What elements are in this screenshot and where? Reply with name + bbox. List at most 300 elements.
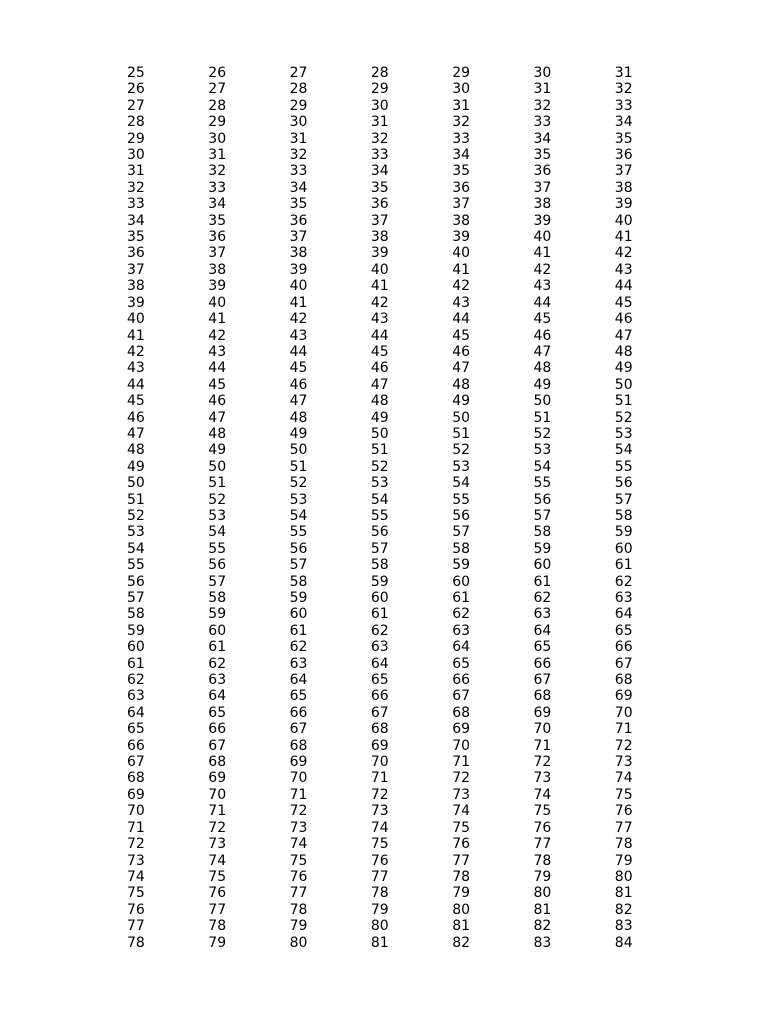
table-cell: 50	[127, 475, 145, 492]
table-cell: 29	[370, 81, 389, 98]
table-cell: 50	[289, 442, 308, 459]
table-row	[127, 754, 696, 770]
table-cell: 59	[370, 573, 389, 590]
table-cell: 28	[127, 114, 145, 131]
table-row	[127, 869, 696, 885]
table-cell: 67	[127, 754, 145, 771]
table-cell: 47	[533, 343, 552, 360]
table-cell: 53	[370, 475, 389, 492]
table-cell: 45	[289, 360, 308, 377]
table-cell: 54	[614, 442, 633, 459]
table-cell: 33	[127, 196, 145, 213]
table-cell: 64	[533, 622, 552, 639]
table-cell: 57	[452, 524, 471, 541]
table-cell: 29	[208, 114, 227, 131]
table-cell: 30	[452, 81, 471, 98]
table-cell: 40	[289, 278, 308, 295]
table-cell: 32	[289, 147, 308, 164]
table-cell: 39	[533, 212, 552, 229]
table-row	[127, 836, 696, 852]
table-cell: 60	[289, 606, 308, 623]
table-cell: 66	[289, 704, 308, 721]
table-cell: 75	[127, 885, 145, 902]
table-cell: 33	[533, 114, 552, 131]
table-cell: 31	[533, 81, 552, 98]
table-cell: 77	[289, 885, 308, 902]
table-cell: 42	[533, 261, 552, 278]
table-cell: 44	[289, 343, 308, 360]
table-cell: 44	[370, 327, 389, 344]
table-row	[127, 672, 696, 688]
table-cell: 67	[370, 704, 389, 721]
table-cell: 78	[452, 868, 471, 885]
table-cell: 77	[614, 819, 633, 836]
table-row	[127, 147, 696, 163]
table-cell: 71	[452, 754, 471, 771]
table-cell: 56	[370, 524, 389, 541]
table-row	[127, 475, 696, 491]
table-cell: 80	[533, 885, 552, 902]
table-cell: 61	[289, 622, 308, 639]
table-cell: 81	[614, 885, 633, 902]
table-cell: 73	[614, 754, 633, 771]
table-cell: 54	[208, 524, 227, 541]
table-row	[127, 820, 696, 836]
table-cell: 47	[289, 393, 308, 410]
table-cell: 71	[208, 803, 227, 820]
table-cell: 62	[370, 622, 389, 639]
table-cell: 41	[127, 327, 145, 344]
table-cell: 46	[370, 360, 389, 377]
table-cell: 70	[370, 754, 389, 771]
table-cell: 68	[533, 688, 552, 705]
table-row	[127, 853, 696, 869]
table-cell: 51	[127, 491, 145, 508]
table-cell: 58	[289, 573, 308, 590]
table-cell: 58	[370, 557, 389, 574]
table-cell: 39	[614, 196, 633, 213]
table-row	[127, 262, 696, 278]
table-cell: 55	[289, 524, 308, 541]
table-cell: 42	[614, 245, 633, 262]
table-cell: 49	[452, 393, 471, 410]
table-cell: 46	[614, 311, 633, 328]
table-cell: 80	[289, 934, 308, 951]
table-cell: 78	[614, 836, 633, 853]
table-cell: 45	[370, 343, 389, 360]
table-cell: 36	[533, 163, 552, 180]
table-cell: 61	[208, 639, 227, 656]
table-cell: 60	[370, 590, 389, 606]
table-cell: 26	[208, 65, 227, 81]
table-cell: 69	[289, 754, 308, 771]
table-cell: 67	[289, 721, 308, 738]
table-cell: 31	[452, 97, 471, 114]
table-cell: 34	[452, 147, 471, 164]
table-cell: 75	[452, 819, 471, 836]
table-cell: 81	[533, 901, 552, 918]
table-cell: 53	[533, 442, 552, 459]
table-cell: 71	[614, 721, 633, 738]
table-cell: 38	[127, 278, 145, 295]
table-cell: 72	[370, 786, 389, 803]
table-cell: 72	[208, 819, 227, 836]
table-cell: 74	[370, 819, 389, 836]
table-cell: 42	[208, 327, 227, 344]
table-cell: 33	[208, 179, 227, 196]
table-cell: 34	[533, 130, 552, 147]
table-cell: 65	[614, 622, 633, 639]
table-cell: 67	[614, 655, 633, 672]
table-cell: 79	[208, 934, 227, 951]
table-cell: 58	[127, 606, 145, 623]
table-cell: 37	[614, 163, 633, 180]
table-cell: 82	[533, 918, 552, 935]
table-cell: 28	[208, 97, 227, 114]
table-cell: 42	[452, 278, 471, 295]
table-cell: 72	[452, 770, 471, 787]
table-cell: 45	[614, 294, 633, 311]
table-cell: 57	[533, 507, 552, 524]
table-cell: 44	[127, 376, 145, 393]
table-cell: 67	[208, 737, 227, 754]
table-cell: 39	[370, 245, 389, 262]
table-cell: 47	[452, 360, 471, 377]
table-cell: 67	[533, 672, 552, 689]
table-cell: 55	[208, 540, 227, 557]
table-cell: 65	[289, 688, 308, 705]
table-cell: 83	[533, 934, 552, 951]
table-cell: 53	[127, 524, 145, 541]
table-cell: 35	[614, 130, 633, 147]
table-cell: 52	[533, 425, 552, 442]
table-cell: 34	[289, 179, 308, 196]
table-cell: 56	[208, 557, 227, 574]
table-cell: 66	[208, 721, 227, 738]
table-cell: 73	[289, 819, 308, 836]
table-row	[127, 295, 696, 311]
table-cell: 66	[370, 688, 389, 705]
table-cell: 41	[452, 261, 471, 278]
table-cell: 70	[614, 704, 633, 721]
table-row	[127, 590, 696, 606]
table-cell: 62	[208, 655, 227, 672]
table-cell: 52	[208, 491, 227, 508]
table-cell: 33	[614, 97, 633, 114]
table-cell: 57	[370, 540, 389, 557]
table-cell: 44	[533, 294, 552, 311]
table-cell: 69	[127, 786, 145, 803]
table-cell: 54	[127, 540, 145, 557]
table-cell: 38	[452, 212, 471, 229]
table-cell: 49	[289, 425, 308, 442]
table-cell: 63	[208, 672, 227, 689]
table-cell: 50	[614, 376, 633, 393]
table-cell: 71	[127, 819, 145, 836]
table-cell: 72	[289, 803, 308, 820]
table-cell: 55	[533, 475, 552, 492]
number-sheet	[127, 65, 696, 951]
table-cell: 43	[614, 261, 633, 278]
table-cell: 48	[289, 409, 308, 426]
table-cell: 52	[614, 409, 633, 426]
table-cell: 54	[370, 491, 389, 508]
table-cell: 42	[289, 311, 308, 328]
table-row	[127, 885, 696, 901]
table-cell: 71	[533, 737, 552, 754]
table-cell: 74	[452, 803, 471, 820]
table-cell: 44	[614, 278, 633, 295]
table-cell: 50	[370, 425, 389, 442]
table-row	[127, 278, 696, 294]
table-cell: 71	[289, 786, 308, 803]
number-table	[127, 65, 696, 951]
table-cell: 50	[208, 458, 227, 475]
table-row	[127, 492, 696, 508]
table-cell: 79	[533, 868, 552, 885]
table-cell: 35	[452, 163, 471, 180]
table-row	[127, 344, 696, 360]
table-cell: 35	[370, 179, 389, 196]
table-cell: 63	[533, 606, 552, 623]
table-cell: 76	[289, 868, 308, 885]
table-row	[127, 606, 696, 622]
table-cell: 63	[452, 622, 471, 639]
table-cell: 63	[127, 688, 145, 705]
table-cell: 68	[452, 704, 471, 721]
table-row	[127, 803, 696, 819]
table-cell: 69	[452, 721, 471, 738]
table-cell: 29	[452, 65, 471, 81]
table-row	[127, 114, 696, 130]
table-cell: 37	[208, 245, 227, 262]
table-cell: 66	[614, 639, 633, 656]
table-cell: 57	[289, 557, 308, 574]
table-cell: 66	[533, 655, 552, 672]
table-cell: 68	[614, 672, 633, 689]
table-cell: 83	[614, 918, 633, 935]
table-cell: 63	[289, 655, 308, 672]
table-cell: 56	[127, 573, 145, 590]
table-cell: 46	[208, 393, 227, 410]
table-cell: 55	[452, 491, 471, 508]
table-cell: 31	[208, 147, 227, 164]
table-row	[127, 410, 696, 426]
table-cell: 70	[533, 721, 552, 738]
table-cell: 34	[614, 114, 633, 131]
table-cell: 54	[289, 507, 308, 524]
table-cell: 50	[533, 393, 552, 410]
table-cell: 79	[452, 885, 471, 902]
table-cell: 54	[533, 458, 552, 475]
table-cell: 53	[289, 491, 308, 508]
table-cell: 64	[614, 606, 633, 623]
table-cell: 63	[370, 639, 389, 656]
table-cell: 79	[289, 918, 308, 935]
table-cell: 65	[452, 655, 471, 672]
table-row	[127, 902, 696, 918]
table-cell: 42	[370, 294, 389, 311]
table-cell: 37	[533, 179, 552, 196]
table-cell: 43	[370, 311, 389, 328]
table-cell: 27	[127, 97, 145, 114]
table-row	[127, 131, 696, 147]
table-cell: 33	[452, 130, 471, 147]
table-cell: 47	[614, 327, 633, 344]
table-row	[127, 738, 696, 754]
table-cell: 47	[127, 425, 145, 442]
table-cell: 32	[533, 97, 552, 114]
table-cell: 43	[533, 278, 552, 295]
table-row	[127, 65, 696, 81]
table-cell: 69	[533, 704, 552, 721]
table-cell: 64	[127, 704, 145, 721]
table-cell: 47	[208, 409, 227, 426]
table-cell: 79	[614, 852, 633, 869]
table-cell: 56	[289, 540, 308, 557]
table-cell: 52	[452, 442, 471, 459]
table-row	[127, 98, 696, 114]
table-cell: 36	[208, 229, 227, 246]
table-cell: 27	[289, 65, 308, 81]
table-cell: 28	[370, 65, 389, 81]
table-cell: 59	[127, 622, 145, 639]
table-cell: 60	[614, 540, 633, 557]
table-cell: 48	[370, 393, 389, 410]
table-cell: 30	[208, 130, 227, 147]
table-cell: 48	[208, 425, 227, 442]
table-cell: 41	[370, 278, 389, 295]
table-cell: 49	[533, 376, 552, 393]
table-cell: 49	[614, 360, 633, 377]
table-cell: 74	[289, 836, 308, 853]
table-cell: 67	[452, 688, 471, 705]
table-cell: 59	[289, 590, 308, 606]
table-cell: 47	[370, 376, 389, 393]
table-cell: 81	[370, 934, 389, 951]
table-cell: 79	[370, 901, 389, 918]
table-cell: 82	[452, 934, 471, 951]
table-cell: 82	[614, 901, 633, 918]
table-row	[127, 574, 696, 590]
table-cell: 38	[614, 179, 633, 196]
table-cell: 62	[533, 590, 552, 606]
table-row	[127, 935, 696, 951]
table-cell: 48	[452, 376, 471, 393]
table-cell: 73	[208, 836, 227, 853]
table-cell: 48	[614, 343, 633, 360]
table-cell: 43	[452, 294, 471, 311]
table-cell: 30	[533, 65, 552, 81]
table-cell: 49	[370, 409, 389, 426]
table-cell: 76	[208, 885, 227, 902]
table-cell: 41	[614, 229, 633, 246]
table-cell: 80	[614, 868, 633, 885]
table-cell: 37	[452, 196, 471, 213]
table-cell: 68	[289, 737, 308, 754]
table-cell: 76	[370, 852, 389, 869]
table-row	[127, 508, 696, 524]
table-cell: 71	[370, 770, 389, 787]
table-cell: 38	[370, 229, 389, 246]
table-row	[127, 163, 696, 179]
table-cell: 29	[289, 97, 308, 114]
table-row	[127, 918, 696, 934]
table-cell: 77	[452, 852, 471, 869]
table-cell: 37	[289, 229, 308, 246]
table-cell: 52	[289, 475, 308, 492]
table-cell: 29	[127, 130, 145, 147]
table-cell: 74	[614, 770, 633, 787]
table-row	[127, 360, 696, 376]
table-cell: 70	[208, 786, 227, 803]
table-cell: 55	[127, 557, 145, 574]
table-cell: 55	[614, 458, 633, 475]
table-cell: 34	[370, 163, 389, 180]
table-cell: 44	[208, 360, 227, 377]
table-cell: 34	[127, 212, 145, 229]
table-cell: 39	[289, 261, 308, 278]
table-cell: 73	[370, 803, 389, 820]
table-cell: 32	[127, 179, 145, 196]
table-row	[127, 229, 696, 245]
table-cell: 57	[127, 590, 145, 606]
table-cell: 70	[289, 770, 308, 787]
table-cell: 53	[614, 425, 633, 442]
table-cell: 66	[127, 737, 145, 754]
table-cell: 76	[127, 901, 145, 918]
table-cell: 46	[533, 327, 552, 344]
table-cell: 61	[452, 590, 471, 606]
table-cell: 48	[533, 360, 552, 377]
table-cell: 57	[614, 491, 633, 508]
table-cell: 78	[127, 934, 145, 951]
table-cell: 25	[127, 65, 145, 81]
table-cell: 66	[452, 672, 471, 689]
table-cell: 70	[127, 803, 145, 820]
table-cell: 31	[127, 163, 145, 180]
table-cell: 51	[614, 393, 633, 410]
table-row	[127, 705, 696, 721]
table-cell: 56	[614, 475, 633, 492]
table-cell: 53	[208, 507, 227, 524]
table-cell: 59	[208, 606, 227, 623]
table-cell: 43	[289, 327, 308, 344]
table-cell: 31	[614, 65, 633, 81]
table-cell: 78	[208, 918, 227, 935]
table-cell: 51	[289, 458, 308, 475]
table-cell: 64	[370, 655, 389, 672]
table-cell: 60	[208, 622, 227, 639]
table-cell: 40	[614, 212, 633, 229]
table-cell: 58	[208, 590, 227, 606]
table-cell: 80	[452, 901, 471, 918]
table-cell: 61	[370, 606, 389, 623]
table-cell: 36	[452, 179, 471, 196]
table-cell: 74	[208, 852, 227, 869]
table-cell: 32	[614, 81, 633, 98]
table-cell: 68	[127, 770, 145, 787]
table-cell: 65	[370, 672, 389, 689]
table-row	[127, 623, 696, 639]
table-cell: 77	[208, 901, 227, 918]
table-cell: 74	[127, 868, 145, 885]
table-cell: 31	[289, 130, 308, 147]
table-cell: 73	[533, 770, 552, 787]
table-cell: 35	[289, 196, 308, 213]
table-cell: 27	[208, 81, 227, 98]
table-cell: 61	[533, 573, 552, 590]
